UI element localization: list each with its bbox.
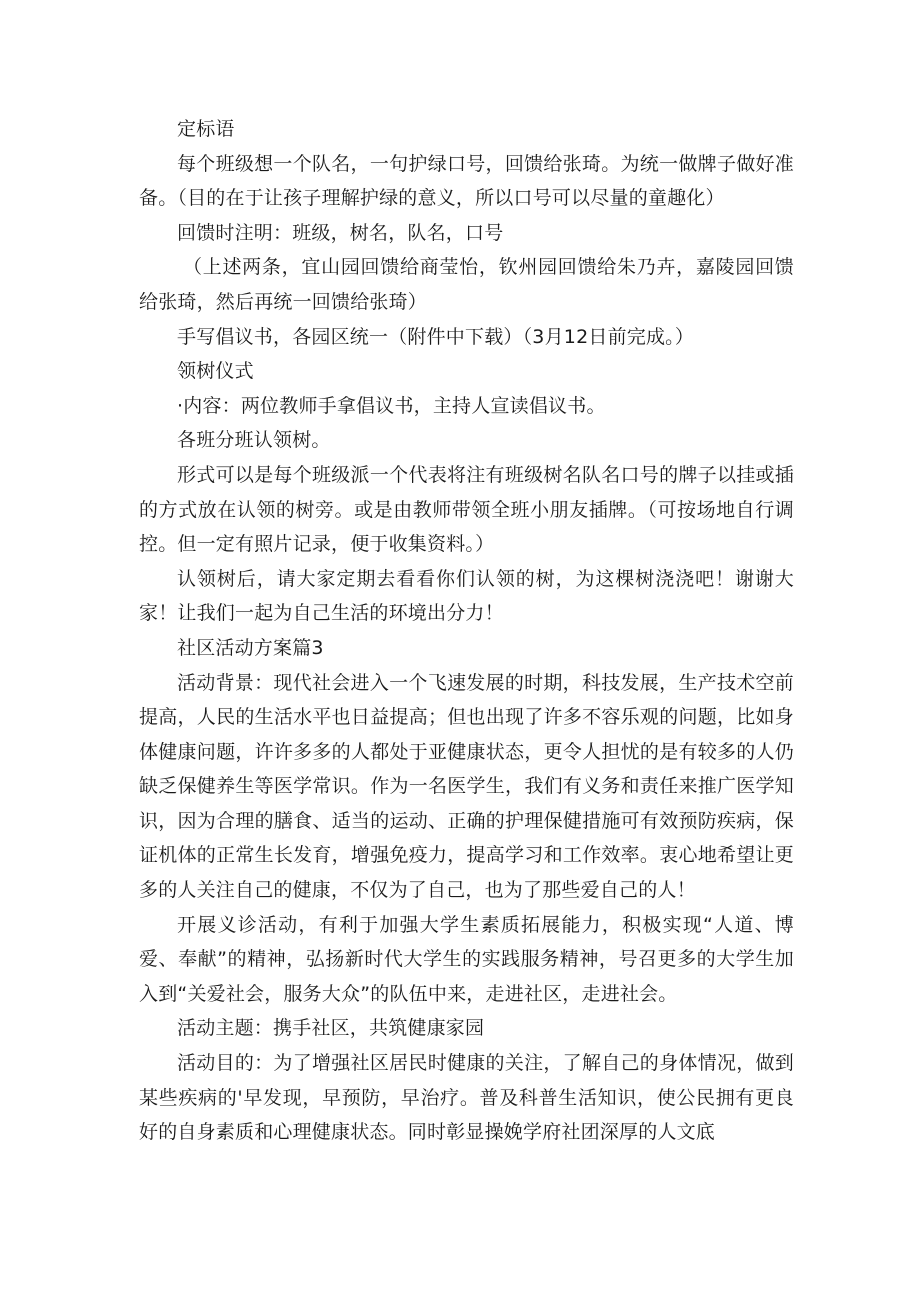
paragraph-heading-ceremony: 领树仪式 — [177, 360, 254, 383]
paragraph: 手写倡议书，各园区统一（附件中下载）（3月12日前完成。） — [177, 325, 695, 348]
paragraph: 每个班级想一个队名，一句护绿口号，回馈给张琦。为统一做牌子做好准备。（目的在于让孩子理解护绿的意义，所以口号可以尽量的童趣化） — [139, 152, 794, 210]
paragraph-heading-slogan: 定标语 — [177, 118, 235, 140]
paragraph: 活动背景：现代社会进入一个飞速发展的时期，科技发展，生产技术空前提高，人民的生活水平也日益提高；但也出现了许多不容乐观的问题，比如身体健康问题，许许多多的人都处于亚健康状态，更令人担忧的是有较多的人仍缺乏保健养生等医学常识。作为一名医学生，我们有义务和责任来推广医学知识，因为合理的膳食、适当的运动、正确的护理保健措施可有效预防疾病，保证机体的正常生长发育，增强免疫力，提高学习和工作效率。衷心地希望让更多的人关注自己的健康，不仅为了自己，也为了那些爱自己的人！ — [139, 671, 794, 902]
paragraph: 活动目的：为了增强社区居民时健康的关注，了解自己的身体情况，做到某些疾病的'早发现，早预防，早治疗。普及科普生活知识，使公民拥有更良好的自身素质和心理健康状态。同时彰显操娩学府社团深厚的人文底 — [139, 1052, 794, 1144]
section-heading: 社区活动方案篇3 — [177, 636, 324, 659]
paragraph: 各班分班认领树。 — [177, 429, 331, 452]
paragraph: 形式可以是每个班级派一个代表将注有班级树名队名口号的牌子以挂或插的方式放在认领的树旁。或是由教师带领全班小朋友插牌。（可按场地自行调控。但一定有照片记录，便于收集资料。） — [139, 463, 794, 556]
document-body — [139, 112, 794, 1150]
paragraph: 回馈时注明：班级，树名，队名，口号 — [177, 221, 504, 244]
paragraph: 开展义诊活动，有利于加强大学生素质拓展能力，积极实现“人道、博爱、奉献”的精神，弘扬新时代大学生的实践服务精神，号召更多的大学生加入到“关爱社会，服务大众”的队伍中来，走进社区，走进社会。 — [139, 913, 794, 1005]
paragraph: ·内容：两位教师手拿倡议书，主持人宣读倡议书。 — [177, 394, 606, 417]
paragraph: 活动主题：携手社区，共筑健康家园 — [177, 1017, 485, 1040]
paragraph: 认领树后，请大家定期去看看你们认领的树，为这棵树浇浇吧！谢谢大家！让我们一起为自己生活的环境出分力！ — [139, 567, 794, 625]
paragraph: （上述两条，宜山园回馈给商莹怡，钦州园回馈给朱乃卉，嘉陵园回馈给张琦，然后再统一回馈给张琦） — [139, 256, 794, 313]
